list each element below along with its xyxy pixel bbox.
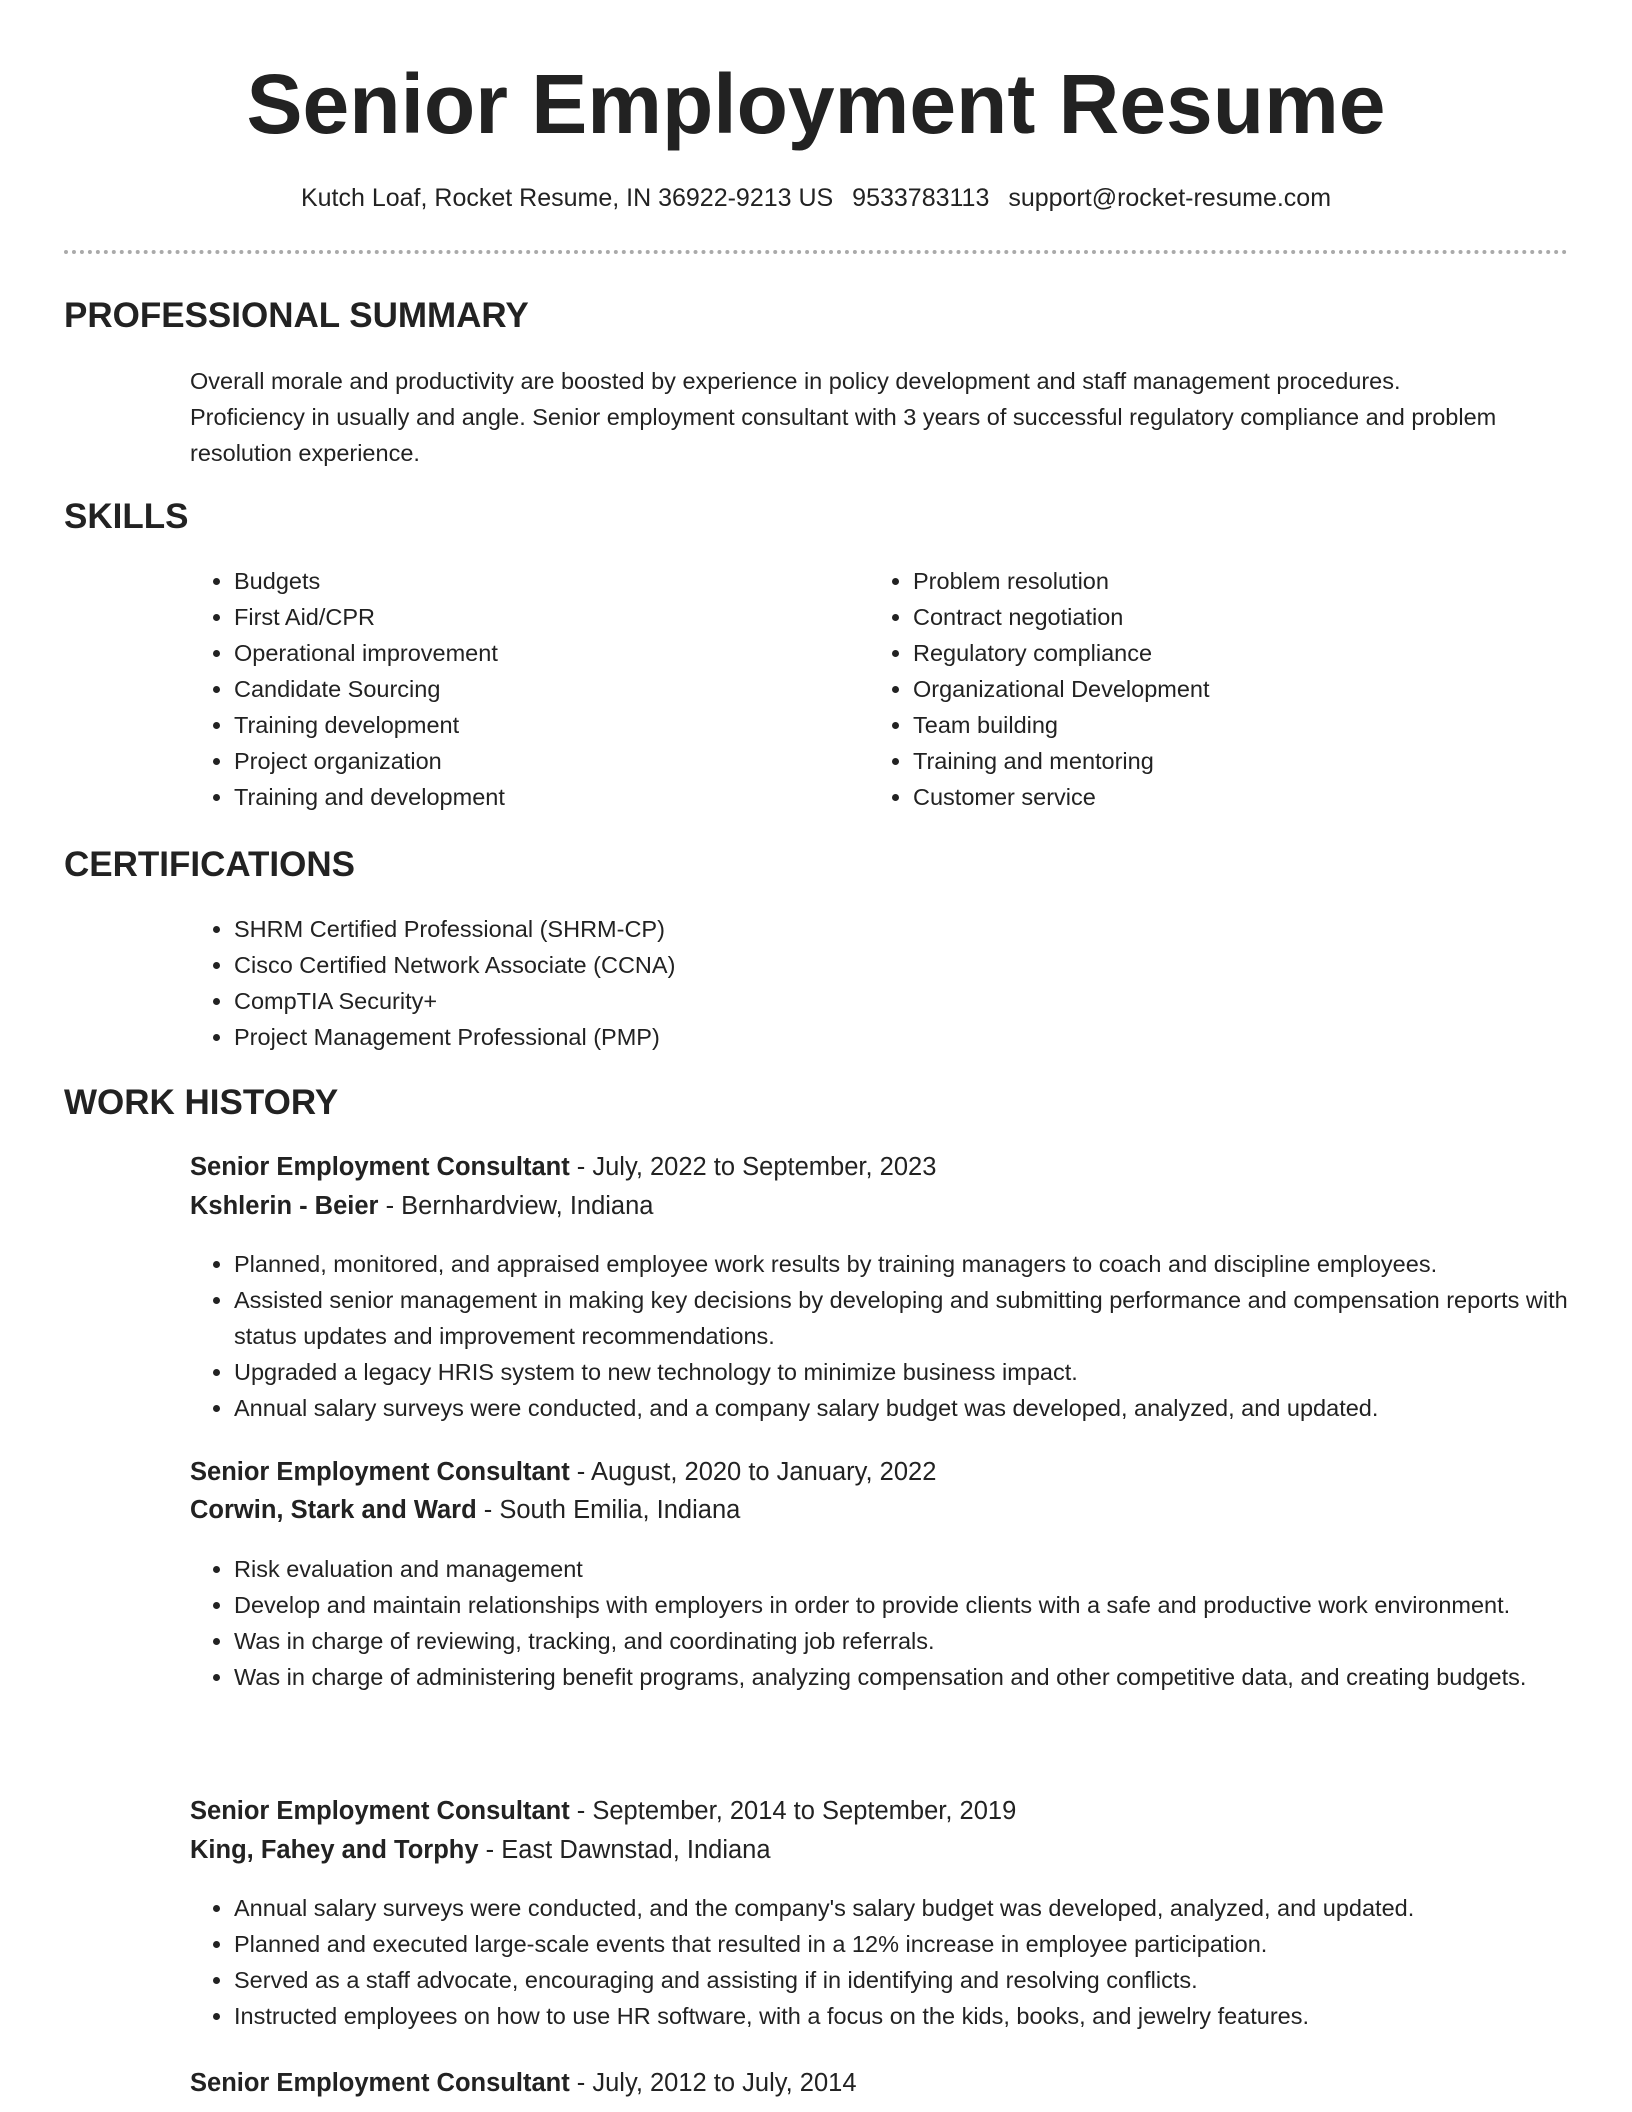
job-bullet: • Was in charge of reviewing, tracking, and coordinating job referrals. bbox=[234, 1623, 1574, 1659]
contact-info bbox=[0, 184, 1632, 213]
job-title-line bbox=[190, 1458, 936, 1487]
skills-list-right bbox=[869, 563, 1533, 815]
contact-address: Kutch Loaf, Rocket Resume, IN 36922-9213 US bbox=[300, 184, 834, 212]
job-company: Corwin, Stark and Ward bbox=[190, 1496, 477, 1524]
job-title-line bbox=[190, 2069, 857, 2098]
skill-item: • Contract negotiation bbox=[913, 599, 1533, 635]
skill-item: • Candidate Sourcing bbox=[234, 671, 854, 707]
job-role: Senior Employment Consultant bbox=[190, 1153, 570, 1181]
summary-text: Overall morale and productivity are boosted by experience in policy development and staff management procedures. Proficiency in usually and angle. Senior employment consultant with 3 years of successful regulatory compliance and problem resolution experience. bbox=[190, 368, 1497, 466]
job-bullet: • Was in charge of administering benefit programs, analyzing compensation and other competitive data, and creating budgets. bbox=[234, 1659, 1574, 1695]
job-role: Senior Employment Consultant bbox=[190, 1458, 570, 1486]
skills-list-left bbox=[190, 563, 854, 815]
job-company-line bbox=[190, 1496, 740, 1525]
job-bullet: • Instructed employees on how to use HR software, with a focus on the kids, books, and jewelry features. bbox=[234, 1998, 1574, 2034]
job-bullet: • Served as a staff advocate, encouraging and assisting if in identifying and resolving conflicts. bbox=[234, 1962, 1574, 1998]
skill-item: • Organizational Development bbox=[913, 671, 1533, 707]
certification-item: • CompTIA Security+ bbox=[234, 983, 1534, 1019]
job-title-line bbox=[190, 1153, 936, 1182]
job-dates: - August, 2020 to January, 2022 bbox=[569, 1458, 937, 1486]
job-bullet: • Planned, monitored, and appraised employee work results by training managers to coach and discipline employees. bbox=[234, 1246, 1574, 1282]
job-company: Kshlerin - Beier bbox=[190, 1192, 379, 1220]
job-bullet: • Risk evaluation and management bbox=[234, 1551, 1574, 1587]
resume-title: Senior Employment Resume bbox=[246, 57, 1386, 151]
skill-item: • Team building bbox=[913, 707, 1533, 743]
certifications-heading: CERTIFICATIONS bbox=[64, 845, 356, 884]
skill-item: • Regulatory compliance bbox=[913, 635, 1533, 671]
job-bullets bbox=[190, 1246, 1574, 1426]
skill-item: • Customer service bbox=[913, 779, 1533, 815]
skill-item: • Budgets bbox=[234, 563, 854, 599]
work-history-heading: WORK HISTORY bbox=[64, 1083, 339, 1122]
job-location: - South Emilia, Indiana bbox=[476, 1496, 741, 1524]
certifications-list bbox=[190, 911, 1534, 1055]
job-bullet: • Develop and maintain relationships with employers in order to provide clients with a safe and productive work environment. bbox=[234, 1587, 1574, 1623]
skill-item: • Training and development bbox=[234, 779, 854, 815]
job-role: Senior Employment Consultant bbox=[190, 2069, 570, 2097]
job-bullets bbox=[190, 1890, 1574, 2034]
skill-item: • Training and mentoring bbox=[913, 743, 1533, 779]
skill-item: • Training development bbox=[234, 707, 854, 743]
certification-item: • Project Management Professional (PMP) bbox=[234, 1019, 1534, 1055]
summary-heading: PROFESSIONAL SUMMARY bbox=[64, 296, 529, 335]
header-divider bbox=[64, 250, 1568, 254]
job-role: Senior Employment Consultant bbox=[190, 1797, 570, 1825]
contact-email: support@rocket-resume.com bbox=[1008, 184, 1332, 212]
job-location: - Bernhardview, Indiana bbox=[378, 1192, 654, 1220]
job-dates: - September, 2014 to September, 2019 bbox=[569, 1797, 1017, 1825]
skill-item: • First Aid/CPR bbox=[234, 599, 854, 635]
job-bullet: • Upgraded a legacy HRIS system to new technology to minimize business impact. bbox=[234, 1354, 1574, 1390]
job-bullets bbox=[190, 1551, 1574, 1695]
job-dates: - July, 2012 to July, 2014 bbox=[569, 2069, 857, 2097]
job-company: King, Fahey and Torphy bbox=[190, 1836, 479, 1864]
job-title-line bbox=[190, 1797, 1016, 1826]
skills-heading: SKILLS bbox=[64, 497, 189, 536]
contact-phone: 9533783113 bbox=[852, 184, 990, 212]
certification-item: • SHRM Certified Professional (SHRM-CP) bbox=[234, 911, 1534, 947]
job-bullet: • Annual salary surveys were conducted, and a company salary budget was developed, analyzed, and updated. bbox=[234, 1390, 1574, 1426]
job-dates: - July, 2022 to September, 2023 bbox=[569, 1153, 937, 1181]
job-company-line bbox=[190, 1192, 653, 1221]
certification-item: • Cisco Certified Network Associate (CCNA) bbox=[234, 947, 1534, 983]
job-bullet: • Annual salary surveys were conducted, and the company's salary budget was developed, analyzed, and updated. bbox=[234, 1890, 1574, 1926]
skill-item: • Operational improvement bbox=[234, 635, 854, 671]
job-bullet: • Planned and executed large-scale events that resulted in a 12% increase in employee participation. bbox=[234, 1926, 1574, 1962]
skill-item: • Project organization bbox=[234, 743, 854, 779]
job-company-line bbox=[190, 1836, 771, 1865]
job-bullet: • Assisted senior management in making key decisions by developing and submitting performance and compensation reports with status updates and improvement recommendations. bbox=[234, 1282, 1574, 1354]
skill-item: • Problem resolution bbox=[913, 563, 1533, 599]
job-location: - East Dawnstad, Indiana bbox=[478, 1836, 771, 1864]
